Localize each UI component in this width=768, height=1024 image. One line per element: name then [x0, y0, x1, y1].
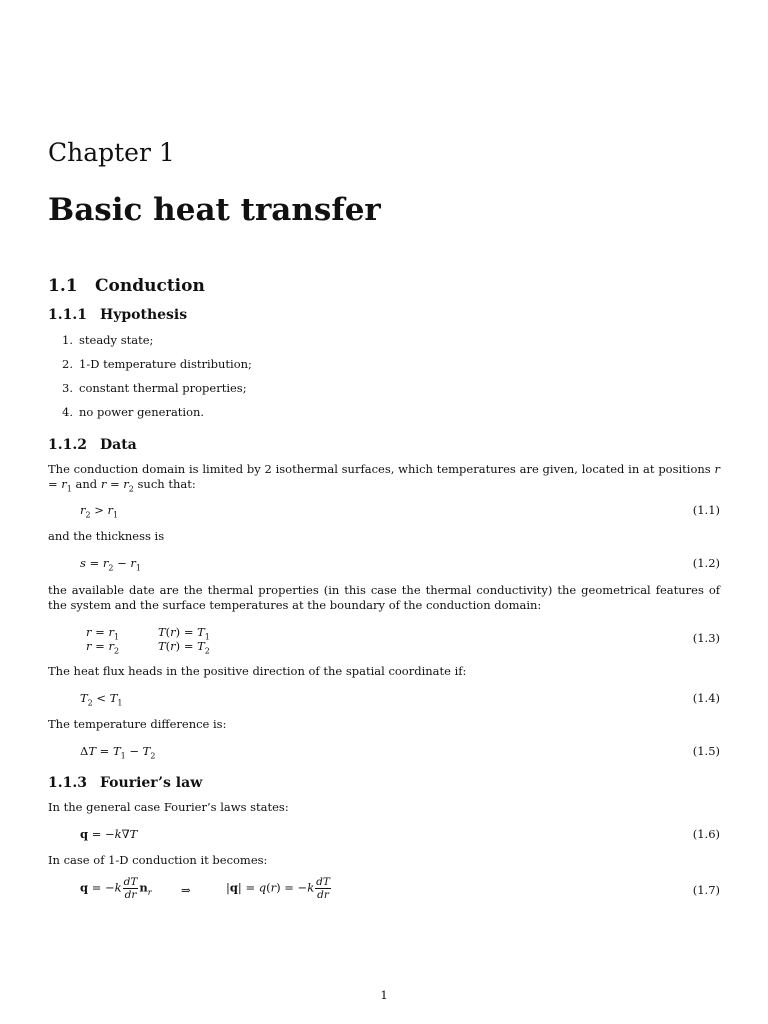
- equation-number: (1.1): [692, 503, 720, 517]
- equation-number: (1.3): [692, 631, 720, 645]
- list-item: [62, 381, 247, 395]
- equation-1-7-left: q = −k $\frac{dT}{dr}$ $n_r$: [80, 876, 152, 901]
- equation-1-5: $\Delta T = T_1 - T_2$: [80, 744, 156, 761]
- chapter-label: Chapter 1: [48, 138, 175, 167]
- paragraph-fourier-general: In the general case Fourier’s laws states:: [48, 800, 289, 814]
- subsection-number: 1.1.1: [48, 307, 87, 323]
- subsection-title: Fourier’s law: [100, 775, 203, 791]
- subsection-heading-data: [48, 437, 137, 453]
- section-heading: [48, 276, 205, 296]
- paragraph-properties: the available date are the thermal properties (in this case the thermal conductivity) the geometrical features of the system and the surface temperatures at the boundary of the conduction domain:: [48, 583, 720, 612]
- paragraph-domain: The conduction domain is limited by 2 isothermal surfaces, which temperatures are given, located in at positions $r = r_1$ and $r = r_2$ such that:: [48, 462, 721, 494]
- equation-1-3-row-1-temp: $T(r) = T_1$: [158, 625, 210, 642]
- subsection-number: 1.1.3: [48, 775, 87, 791]
- equation-number: (1.4): [692, 691, 720, 705]
- paragraph-fourier-1d: In case of 1-D conduction it becomes:: [48, 853, 268, 867]
- subsection-title: Data: [100, 437, 137, 453]
- list-number: 1.: [62, 333, 73, 347]
- equation-number: (1.5): [692, 744, 720, 758]
- page-number: 1: [380, 988, 388, 1002]
- list-text: constant thermal properties;: [79, 381, 247, 395]
- subsection-number: 1.1.2: [48, 437, 87, 453]
- list-item: [62, 357, 252, 371]
- list-text: steady state;: [79, 333, 154, 347]
- equation-1-2: $s = r_2 - r_1$: [80, 556, 141, 573]
- section-title: Conduction: [95, 276, 205, 296]
- chapter-title: Basic heat transfer: [48, 192, 381, 228]
- implies-arrow: ⇒: [181, 883, 191, 897]
- list-number: 4.: [62, 405, 73, 419]
- list-number: 2.: [62, 357, 73, 371]
- equation-number: (1.6): [692, 827, 720, 841]
- equation-1-3-row-1: $r = r_1$: [86, 625, 120, 642]
- equation-1-3-row-2-temp: $T(r) = T_2$: [158, 639, 210, 656]
- paragraph-text: and: [75, 477, 98, 491]
- list-item: [62, 333, 153, 347]
- list-text: no power generation.: [79, 405, 205, 419]
- equation-1-1: $r_2 > r_1$: [80, 503, 119, 520]
- paragraph-thickness: and the thickness is: [48, 529, 165, 543]
- paragraph-text: such that:: [137, 477, 196, 491]
- paragraph-temperature-difference: The temperature difference is:: [48, 717, 227, 731]
- equation-1-6: q = −k∇T: [80, 827, 138, 841]
- equation-1-4: $T_2 < T_1$: [80, 691, 123, 708]
- subsection-heading-fourier: [48, 775, 202, 791]
- paragraph-text: The conduction domain is limited by 2 isothermal surfaces, which temperatures are given, located in at positions: [48, 462, 711, 476]
- equation-number: (1.7): [692, 883, 720, 897]
- subsection-heading-hypothesis: [48, 307, 187, 323]
- list-text: 1-D temperature distribution;: [79, 357, 252, 371]
- subsection-title: Hypothesis: [100, 307, 188, 323]
- list-number: 3.: [62, 381, 73, 395]
- paragraph-heat-flux: The heat flux heads in the positive direction of the spatial coordinate if:: [48, 664, 467, 678]
- equation-1-7-right: |q| = q(r) = −k $\frac{dT}{dr}$: [226, 876, 330, 901]
- equation-number: (1.2): [692, 556, 720, 570]
- list-item: [62, 405, 204, 419]
- equation-1-3-row-2: $r = r_2$: [86, 639, 120, 656]
- section-number: 1.1: [48, 276, 78, 296]
